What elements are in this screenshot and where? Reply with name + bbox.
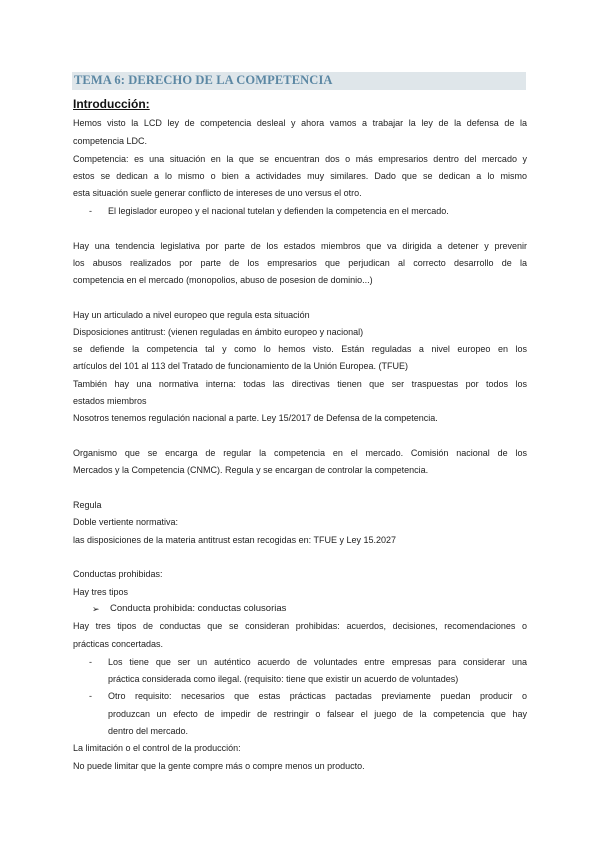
paragraph-line: Organismo que se encarga de regular la competencia en el mercado. Comisión nacional de los (73, 448, 527, 458)
paragraph-line: esta situación suele generar conflicto de intereses de uno versus el otro. (73, 188, 362, 198)
paragraph-line: competencia en el mercado (monopolios, abuso de posesion de dominio...) (73, 275, 373, 285)
bullet-item: Los tiene que ser un auténtico acuerdo de voluntades entre empresas para considerar una (108, 657, 527, 667)
paragraph-line: La limitación o el control de la producción: (73, 743, 241, 753)
paragraph-line: las disposiciones de la materia antitrust estan recogidas en: TFUE y Ley 15.2027 (73, 535, 397, 545)
paragraph-line: prácticas concertadas. (73, 639, 164, 649)
paragraph-line: Conductas prohibidas: (73, 569, 163, 579)
dash-bullet: - (89, 206, 92, 216)
paragraph-line: Regula (73, 500, 102, 510)
paragraph-line: Doble vertiente normativa: (73, 517, 179, 527)
paragraph-line: estados miembros (73, 396, 147, 406)
paragraph-line: Competencia: es una situación en la que se encuentran dos o más empresarios dentro del mercado y (73, 154, 527, 164)
paragraph-line: Hay tres tipos (73, 587, 129, 597)
paragraph-line: competencia LDC. (73, 136, 148, 146)
paragraph-line: estos se dedican a lo mismo o bien a actividades muy similares. Dado que se dedican a lo mismo (73, 171, 527, 181)
paragraph-line: Disposiciones antitrust: (vienen reguladas en ámbito europeo y nacional) (73, 327, 364, 337)
paragraph-line: Hay un articulado a nivel europeo que regula esta situación (73, 310, 310, 320)
paragraph-line: También hay una normativa interna: todas las directivas tienen que ser traspuestas por todos los (73, 379, 527, 389)
bullet-item-continued: práctica considerada como ilegal. (requisito: tiene que existir un acuerdo de voluntades) (108, 674, 459, 684)
paragraph-line: los abusos realizados por parte de los empresarios que perjudican al correcto desarrollo de la (73, 258, 527, 268)
arrow-bullet-icon: ➢ (92, 604, 100, 614)
paragraph-line: Hemos visto la LCD ley de competencia desleal y ahora vamos a trabajar la ley de la defensa de la (73, 118, 527, 128)
bullet-item: Otro requisito: necesarios que estas prácticas pactadas previamente puedan producir o (108, 691, 527, 701)
section-heading: Introducción: (73, 97, 150, 111)
bullet-item-continued: dentro del mercado. (108, 726, 189, 736)
paragraph-line: Hay una tendencia legislativa por parte de los estados miembros que va dirigida a detener y prevenir (73, 241, 527, 251)
paragraph-line: Nosotros tenemos regulación nacional a parte. Ley 15/2017 de Defensa de la competencia. (73, 413, 438, 423)
bullet-item: El legislador europeo y el nacional tutelan y defienden la competencia en el mercado. (108, 206, 449, 216)
arrow-item: Conducta prohibida: conductas colusorias (110, 603, 287, 614)
paragraph-line: se defiende la competencia tal y como lo hemos visto. Están reguladas a nivel europeo en los (73, 344, 527, 354)
dash-bullet: - (89, 657, 92, 667)
paragraph-line: artículos del 101 al 113 del Tratado de funcionamiento de la Unión Europea. (TFUE) (73, 361, 409, 371)
paragraph-line: Mercados y la Competencia (CNMC). Regula y se encargan de controlar la competencia. (73, 465, 429, 475)
paragraph-line: Hay tres tipos de conductas que se consideran prohibidas: acuerdos, decisiones, recomendaciones o (73, 621, 527, 631)
bullet-item-continued: produzcan un efecto de impedir de restringir o falsear el juego de la competencia que hay (108, 709, 527, 719)
paragraph-line: No puede limitar que la gente compre más o compre menos un producto. (73, 761, 365, 771)
dash-bullet: - (89, 691, 92, 701)
page-title: TEMA 6: DERECHO DE LA COMPETENCIA (74, 73, 333, 87)
